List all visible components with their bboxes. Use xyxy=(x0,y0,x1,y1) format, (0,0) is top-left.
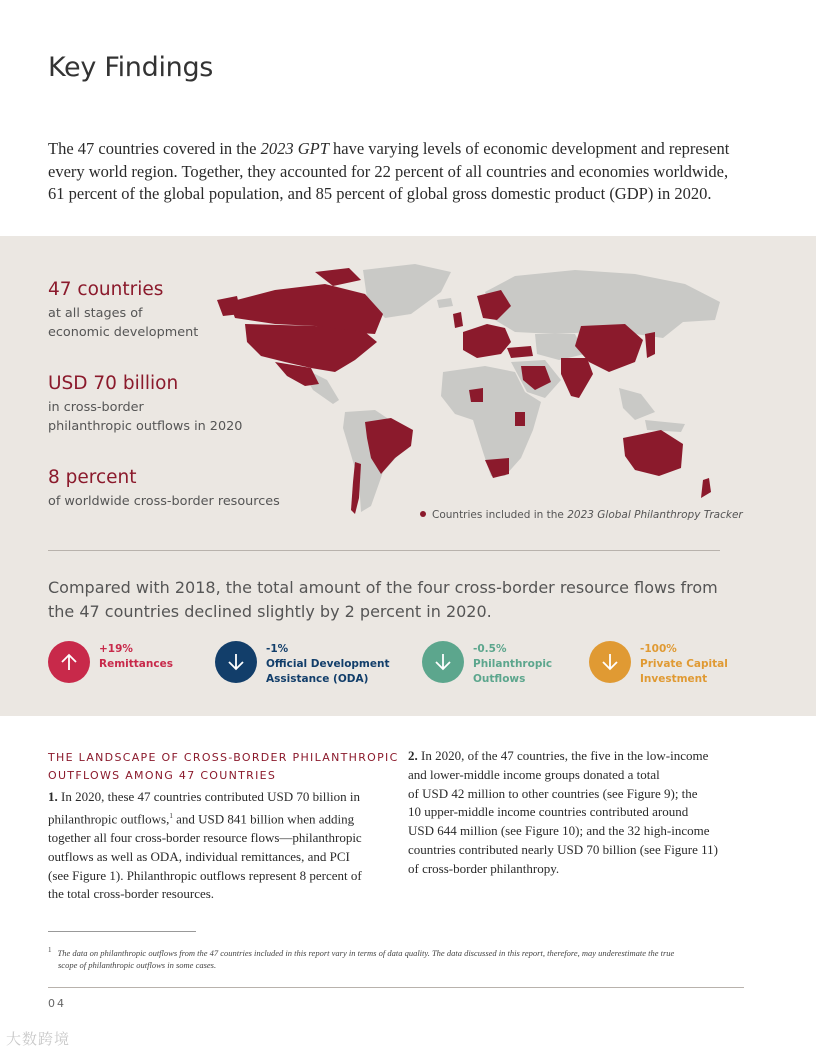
legend-dot-icon xyxy=(420,511,426,517)
divider xyxy=(48,550,720,551)
page-number: 04 xyxy=(48,997,66,1010)
legend-emphasis: 2023 Global Philanthropy Tracker xyxy=(567,509,743,521)
arrow-down-icon xyxy=(422,641,464,683)
paragraph-1: 1. In 2020, these 47 countries contributed USD 70 billion in philanthropic outflows,$^1$ and USD 841 billion when adding together all four cross-border resource flows—philanthropic outflows as well as ODA, individual remittances, and PCI (see Figure 1). Philanthropic outflows represent 8 percent of the total cross-border resources. xyxy=(48,789,362,902)
stat-value: 8 percent xyxy=(48,467,137,488)
watermark: 大数跨境 xyxy=(6,1030,71,1048)
arrow-down-icon xyxy=(215,641,257,683)
arrow-down-icon xyxy=(589,641,631,683)
intro-paragraph: The 47 countries covered in the 2023 GPT have varying levels of economic development and represent every world region. Together, they accounted for 22 percent of all countries and economies worldwide, 61 percent of the global population, and 85 percent of global gross domestic product (GDP) in 2020. xyxy=(48,139,730,203)
stat-caption-1: in cross-border xyxy=(48,400,144,415)
flow-change: -0.5% xyxy=(473,643,507,655)
paragraph-2: 2. In 2020, of the 47 countries, the five in the low-income and lower-middle income groups donated a total of USD 42 million to other countries (see Figure 9); the 10 upper-middle income countries contributed around USD 644 million (see Figure 10); and the 32 high-income countries contributed nearly USD 70 billion (see Figure 11) of cross-border philanthropy. xyxy=(408,748,719,876)
footnote-divider xyxy=(48,931,196,932)
stat-value: 47 countries xyxy=(48,279,164,300)
stat-outflows xyxy=(48,373,242,436)
stat-countries xyxy=(48,279,198,342)
stat-caption-2: philanthropic outflows in 2020 xyxy=(48,419,243,434)
flow-label: Official Development xyxy=(266,658,390,670)
footer-divider xyxy=(48,987,744,988)
stat-caption-1: at all stages of xyxy=(48,306,143,321)
legend-text: Countries included in the xyxy=(432,509,568,521)
stat-caption-1: of worldwide cross-border resources xyxy=(48,494,280,509)
flow-label-2: Outflows xyxy=(473,673,526,685)
flow-change: -100% xyxy=(640,643,677,655)
comparison-statement: Compared with 2018, the total amount of the four cross-border resource flows from the 47 countries declined slightly by 2 percent in 2020. xyxy=(48,578,718,621)
map-legend xyxy=(420,509,743,521)
footnote: $^1$ The data on philanthropic outflows from the 47 countries included in this report vary in terms of data quality. The data discussed in this report, therefore, may underestimate the true scope of philanthropic outflows in some cases. xyxy=(48,946,675,970)
section-heading: THE LANDSCAPE OF CROSS-BORDER PHILANTHROPIC OUTFLOWS AMONG 47 COUNTRIES xyxy=(48,751,399,782)
flow-label-2: Investment xyxy=(640,673,708,685)
flow-label: Remittances xyxy=(99,658,173,670)
flow-label: Philanthropic xyxy=(473,658,553,670)
footnote-ref[interactable]: 1 xyxy=(169,811,173,820)
page-title: Key Findings xyxy=(48,52,214,83)
flow-change: -1% xyxy=(266,643,289,655)
stat-caption-2: economic development xyxy=(48,325,199,340)
stat-value: USD 70 billion xyxy=(48,373,179,394)
flow-change: +19% xyxy=(99,643,133,655)
flow-label: Private Capital xyxy=(640,658,728,670)
flow-label-2: Assistance (ODA) xyxy=(266,673,369,685)
arrow-up-icon xyxy=(48,641,90,683)
world-map xyxy=(215,262,723,518)
